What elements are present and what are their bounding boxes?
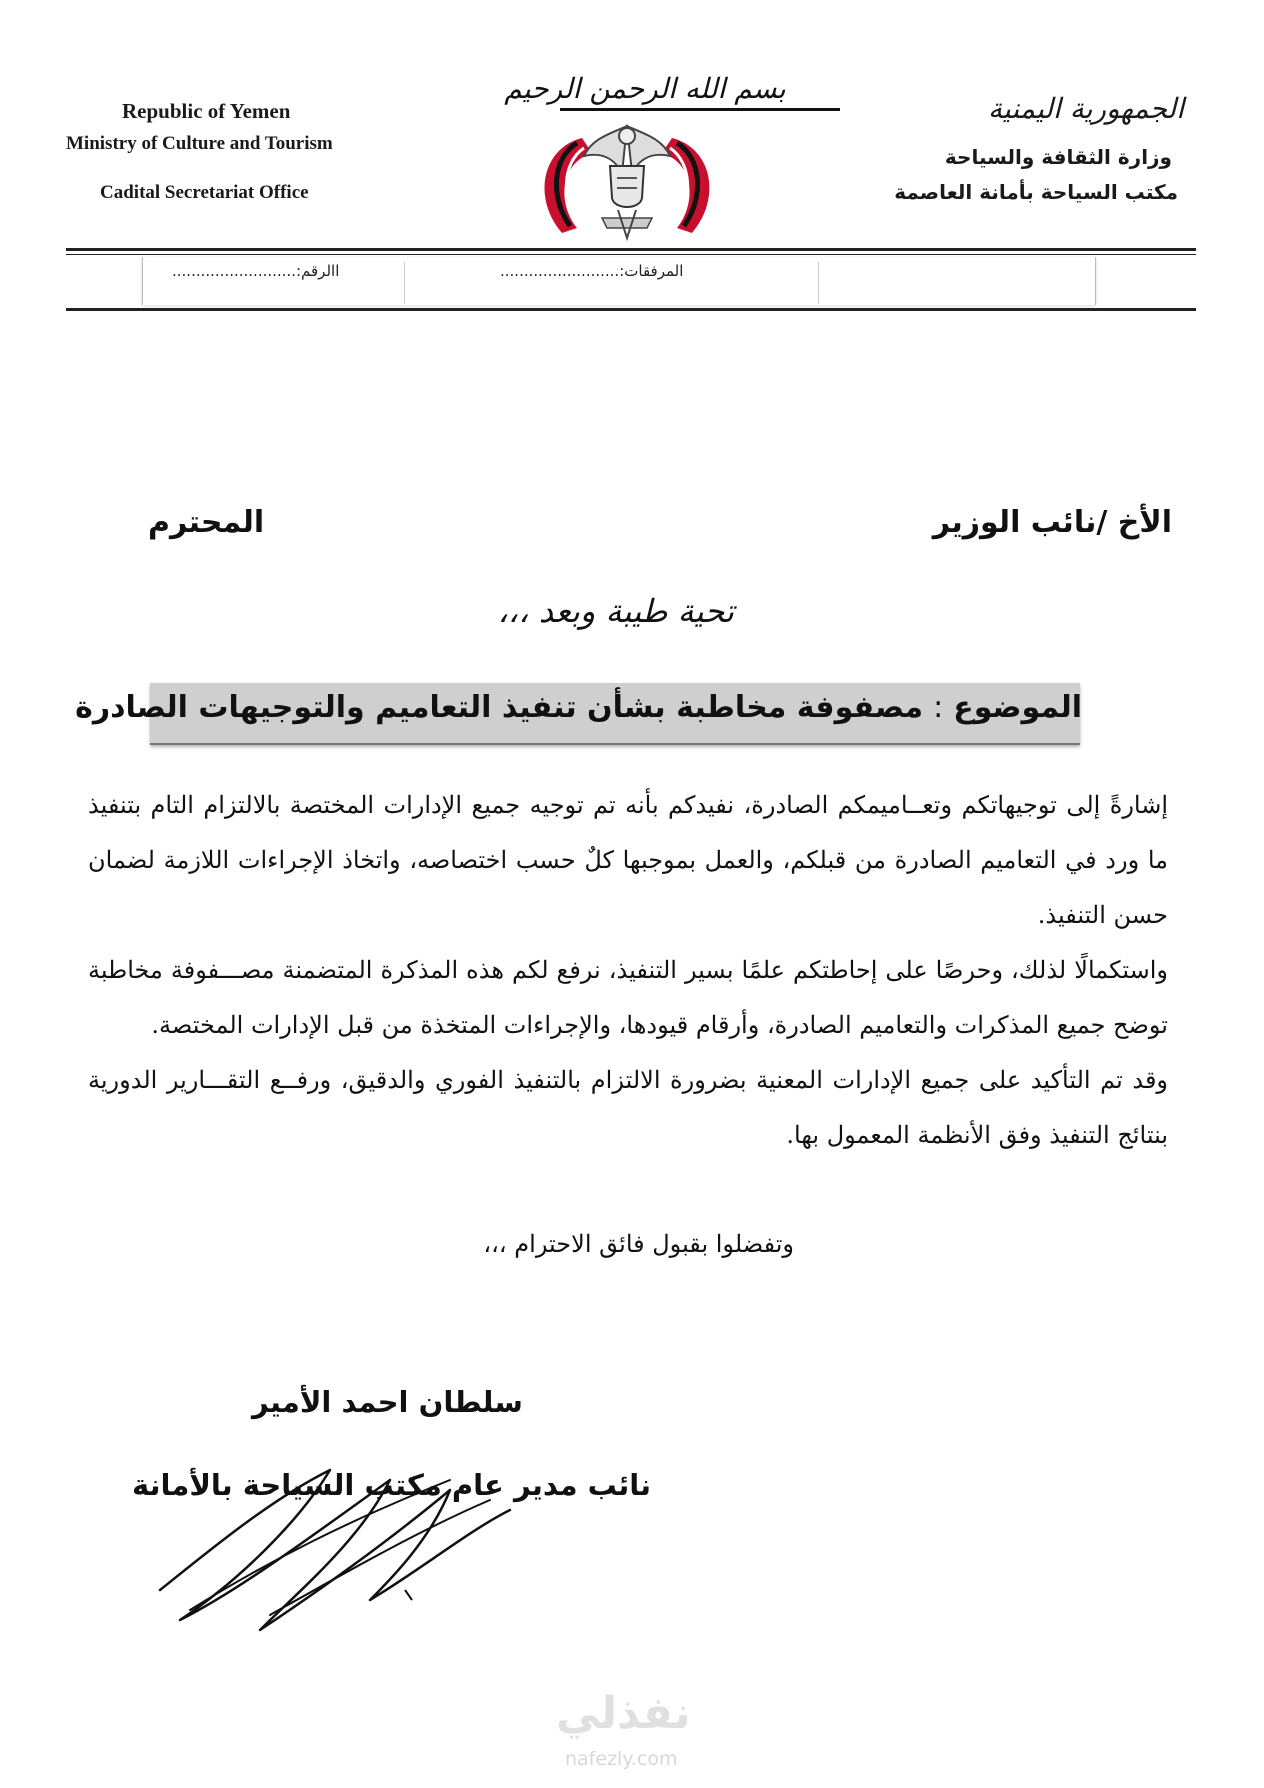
watermark-ar: نفذلي: [556, 1688, 691, 1739]
body-paragraph: واستكمالًا لذلك، وحرصًا على إحاطتكم علمًا بسير التنفيذ، نرفع لكم هذه المذكرة المتضمنة مصـــفوفة مخاطبة توضح جميع المذكرات والتعاميم الصادرة، وأرقام قيودها، والإجراءات المتخذة من قبل الإدارات المختصة.: [88, 956, 1168, 1039]
handwritten-signature-icon: [150, 1440, 570, 1640]
signer-title: نائب مدير عام مكتب السياحة بالأمانة: [132, 1468, 652, 1502]
reference-divider: [818, 262, 819, 304]
greeting: تحية طيبة وبعد ،،،: [497, 592, 734, 630]
subject-separator: :: [933, 690, 944, 725]
header-rule-top: [66, 248, 1196, 251]
header-rule-thin: [66, 254, 1196, 255]
closing-line: وتفضلوا بقبول فائق الاحترام ،،،: [483, 1230, 794, 1258]
reference-divider: [404, 262, 405, 304]
header-en-country: Republic of Yemen: [122, 99, 291, 123]
header-en-office: Cadital Secretariat Office: [100, 182, 309, 203]
body-paragraph: إشارةً إلى توجيهاتكم وتعــاميمكم الصادرة، نفيدكم بأنه تم توجيه جميع الإدارات المختصة بالالتزام التام بتنفيذ ما ورد في التعاميم الصادرة من قبلكم، والعمل بموجبها كلٌ حسب اختصاصه، واتخاذ الإجراءات اللازمة لضمان حسن التنفيذ.: [88, 791, 1168, 929]
reference-attachments: المرفقات:.........................: [500, 262, 684, 280]
header-ar-country: الجمهورية اليمنية: [987, 92, 1184, 125]
basmala-flourish: [560, 108, 840, 111]
header-en-ministry: Ministry of Culture and Tourism: [66, 133, 333, 154]
body-paragraph: وقد تم التأكيد على جميع الإدارات المعنية بضرورة الالتزام بالتنفيذ الفوري والدقيق، ورفــع التقـــارير الدورية بنتائج التنفيذ وفق الأنظمة المعمول بها.: [88, 1066, 1168, 1149]
signer-name: سلطان احمد الأمير: [252, 1385, 523, 1419]
subject-text: مصفوفة مخاطبة بشأن تنفيذ التعاميم والتوجيهات الصادرة: [75, 690, 924, 725]
subject-line: [75, 690, 1082, 725]
basmala: بسم الله الرحمن الرحيم: [504, 72, 786, 105]
header-rule-bottom: [66, 308, 1196, 311]
header-ar-office: مكتب السياحة بأمانة العاصمة: [894, 180, 1178, 204]
reference-number: االرقم:..........................: [172, 262, 340, 280]
watermark-en: nafezly.com: [565, 1748, 678, 1770]
header-ar-ministry: وزارة الثقافة والسياحة: [944, 145, 1172, 169]
subject-label: الموضوع: [953, 690, 1082, 725]
honorific: المحترم: [148, 505, 265, 540]
addressee: الأخ /نائب الوزير: [932, 505, 1172, 540]
letter-body: [88, 778, 1168, 1163]
yemen-eagle-emblem-icon: [522, 118, 732, 248]
